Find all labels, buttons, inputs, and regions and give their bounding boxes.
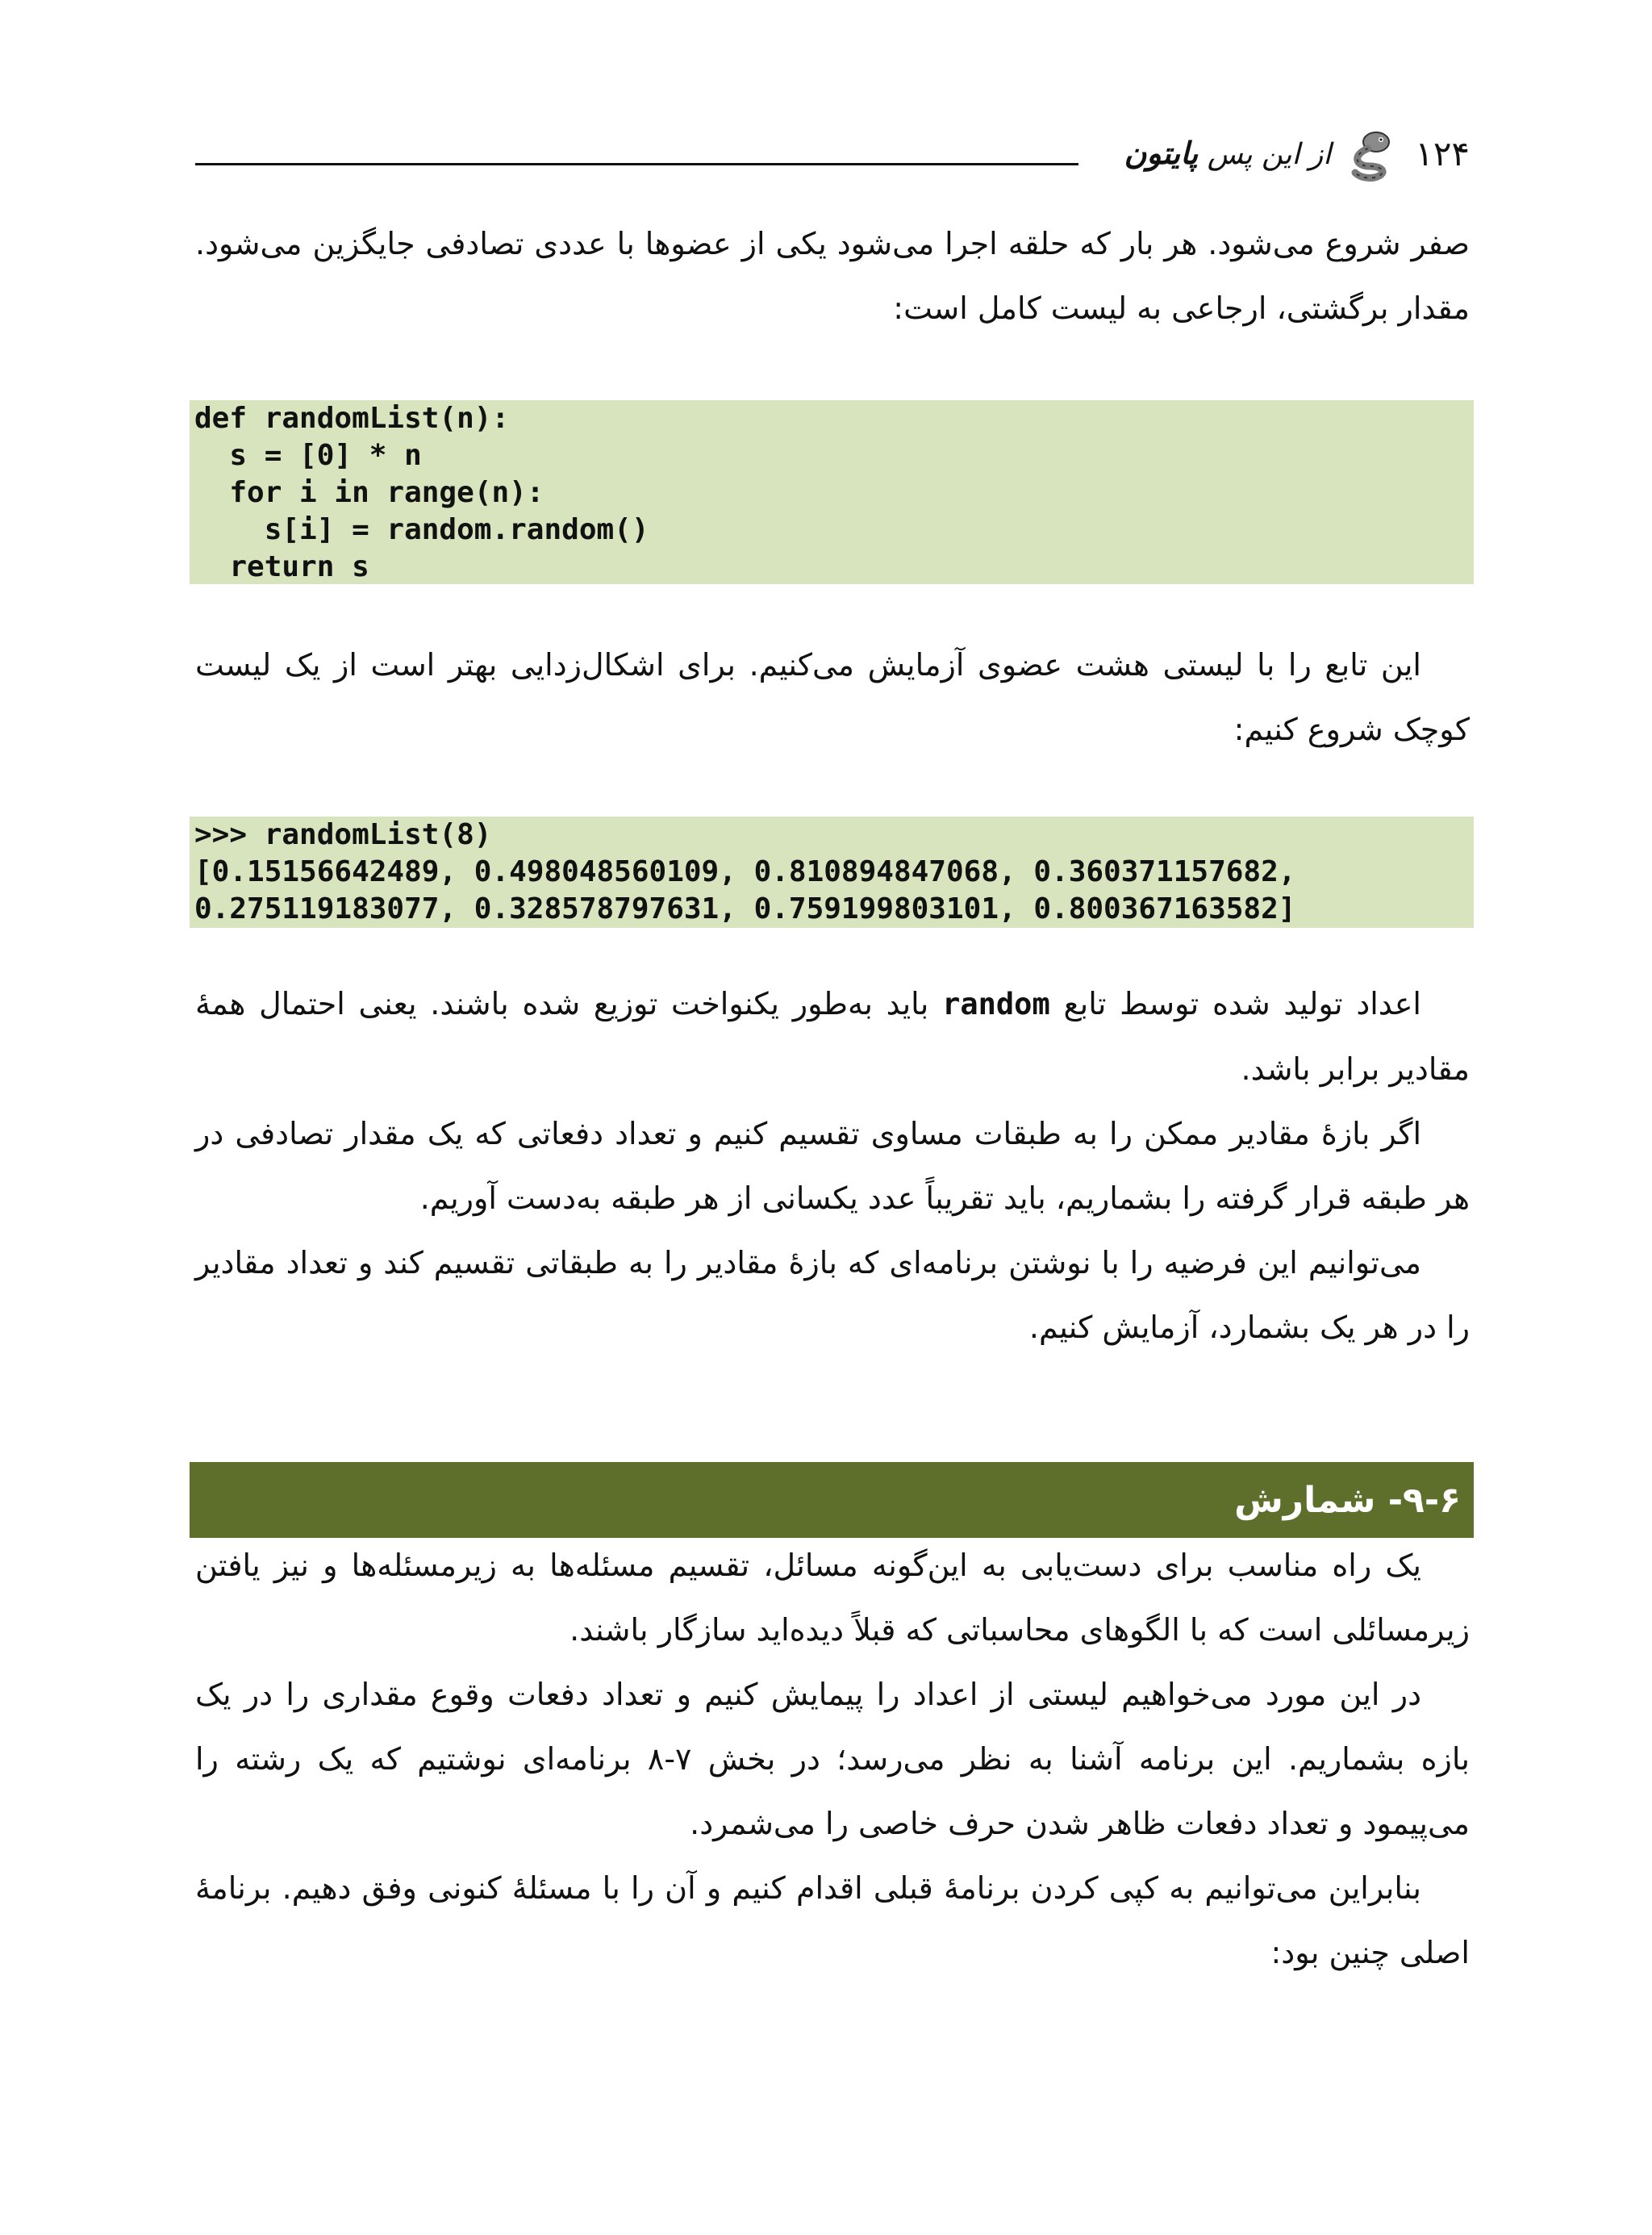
header-brand: [1124, 129, 1471, 178]
header-title: [1124, 136, 1332, 171]
header-title-bold: پایتون: [1124, 136, 1199, 171]
header-title-prefix: از این پس: [1207, 138, 1332, 171]
section-title: ۹-۶- شمارش: [1234, 1479, 1461, 1521]
intro-paragraph: [195, 211, 1470, 340]
section-heading: [190, 1462, 1474, 1538]
paragraph-range: اگر بازهٔ مقادیر ممکن را به طبقات مساوی تقسیم کنیم و تعداد دفعاتی که یک مقدار تصادفی در هر طبقه قرار گرفته را بشماریم، باید تقریباً عدد یکسانی از هر طبقه به‌دست آوریم.: [195, 1116, 1470, 1216]
code-block-randomlist: def randomList(n): s = [0] * n for i in range(n): s[i] = random.random() return s: [190, 400, 1474, 584]
code-block-output: >>> randomList(8) [0.15156642489, 0.498048560109, 0.810894847068, 0.360371157682, 0.275119183077, 0.328578797631, 0.759199803101, 0.800367163582]: [190, 817, 1474, 928]
page-header: [195, 129, 1470, 178]
body-paragraphs: [195, 971, 1470, 1360]
header-rule: [195, 163, 1078, 165]
section-paragraph-1: یک راه مناسب برای دست‌یابی به این‌گونه مسائل، تقسیم مسئله‌ها به زیرمسئله‌ها و نیز یافتن زیرمسائلی است که با الگوهای محاسباتی که قبلاً دیده‌اید سازگار باشند.: [195, 1548, 1470, 1648]
paragraph-random-after: باید به‌طور یکنواخت توزیع شده باشند. یعنی احتمال همهٔ مقادیر برابر باشد.: [195, 986, 1470, 1087]
section-paragraph-2: در این مورد می‌خواهیم لیستی از اعداد را پیمایش کنیم و تعداد دفعات وقوع مقداری را در یک بازه بشماریم. این برنامه آشنا به نظر می‌رسد؛ در بخش ۷-۸ برنامه‌ای نوشتیم که یک رشته را می‌پیمود و تعداد دفعات ظاهر شدن حرف خاصی را می‌شمرد.: [195, 1677, 1470, 1841]
test-paragraph: [195, 633, 1470, 762]
section-body: [195, 1533, 1470, 1985]
random-function-name: random: [942, 987, 1050, 1021]
section-paragraph-3: بنابراین می‌توانیم به کپی کردن برنامهٔ قبلی اقدام کنیم و آن را با مسئلهٔ کنونی وفق دهیم. برنامهٔ اصلی چنین بود:: [195, 1870, 1470, 1970]
paragraph-hypothesis: می‌توانیم این فرضیه را با نوشتن برنامه‌ای که بازهٔ مقادیر را به طبقاتی تقسیم کند و تعداد مقادیر را در هر یک بشمارد، آزمایش کنیم.: [195, 1245, 1470, 1345]
paragraph-random-before: اعداد تولید شده توسط تابع: [1063, 986, 1421, 1021]
intro-text: صفر شروع می‌شود. هر بار که حلقه اجرا می‌شود یکی از عضوها با عددی تصادفی جایگزین می‌شود. مقدار برگشتی، ارجاعی به لیست کامل است:: [195, 226, 1470, 326]
paragraph-random: [195, 971, 1470, 1101]
page-number: ۱۲۴: [1415, 133, 1470, 173]
snake-icon: [1344, 124, 1402, 182]
test-text: این تابع را با لیستی هشت عضوی آزمایش می‌کنیم. برای اشکال‌زدایی بهتر است از یک لیست کوچک شروع کنیم:: [195, 647, 1470, 747]
